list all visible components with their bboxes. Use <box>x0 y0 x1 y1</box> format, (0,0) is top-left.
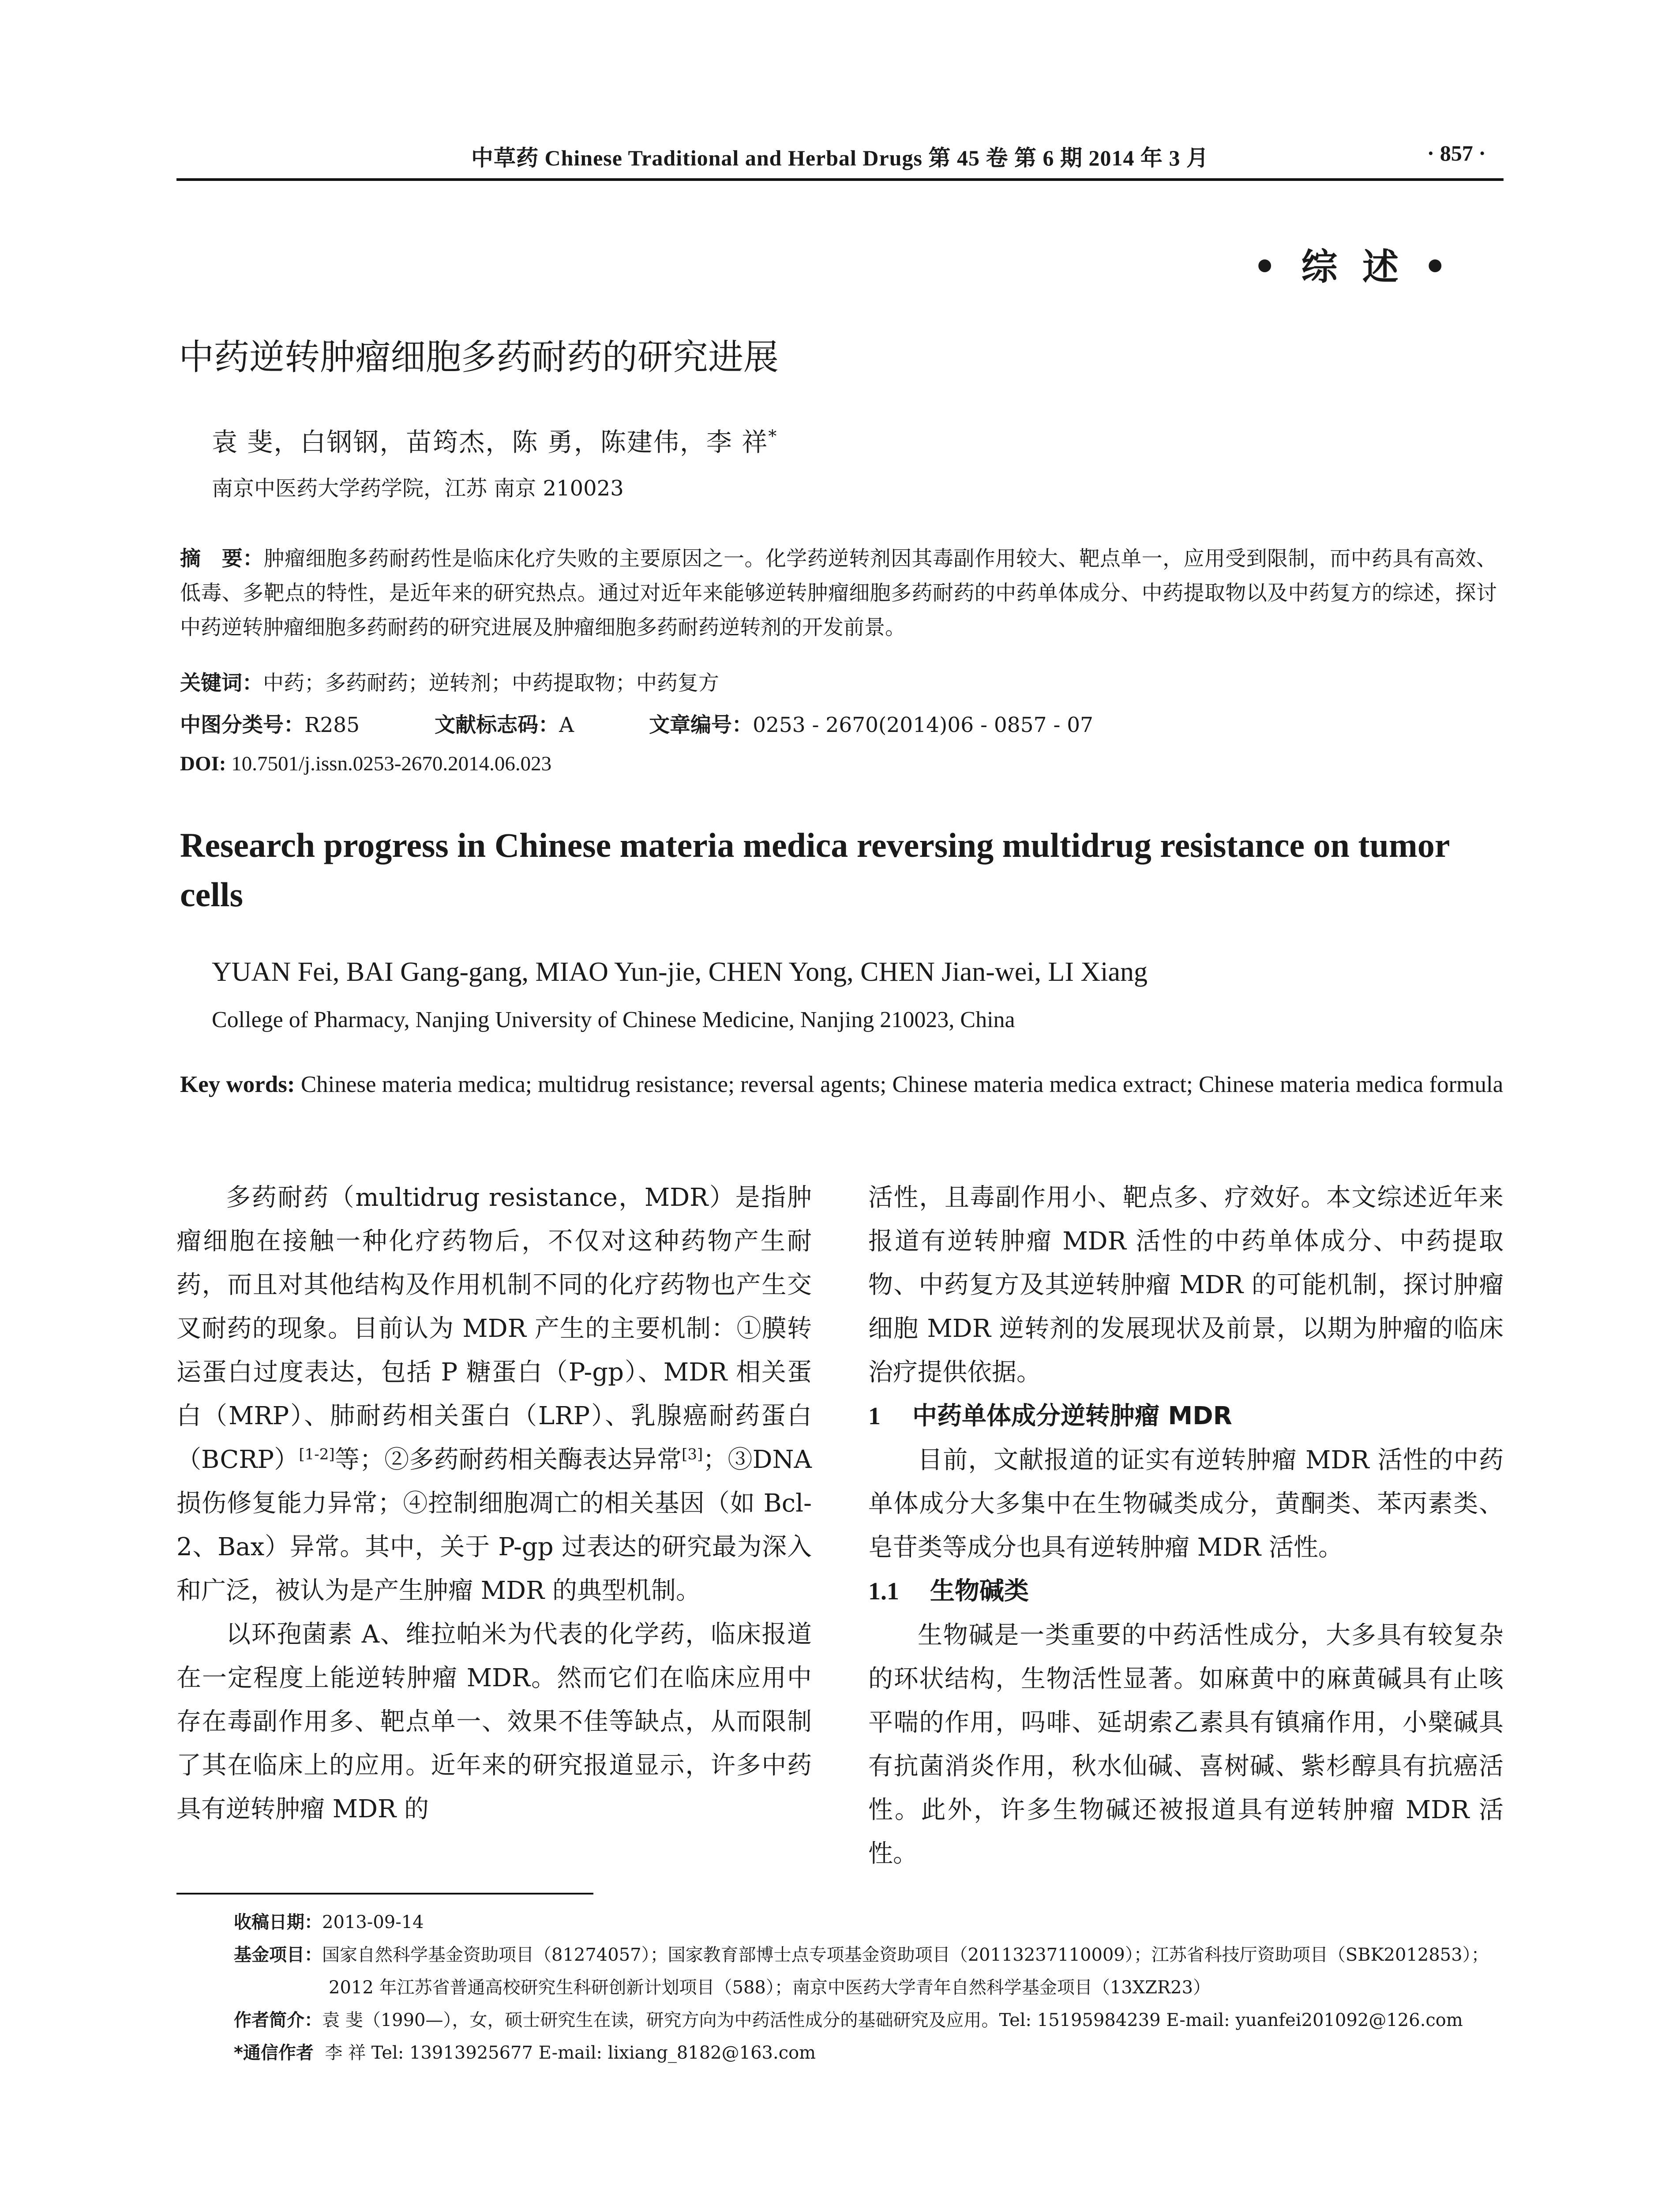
body-column-right <box>868 1176 1504 1876</box>
footnote-funding-cont: 2012 年江苏省普通高校研究生科研创新计划项目（588）；南京中医药大学青年自然科学基金项目（13XZR23） <box>329 1977 1211 1998</box>
footnote-corresponding: *通信作者 李 祥 Tel: 13913925677 E-mail: lixiang_8182@163.com <box>234 2043 816 2063</box>
section-heading-1-1: 1.1 生物碱类 <box>868 1577 1029 1606</box>
authors-chinese <box>212 421 777 458</box>
abstract-chinese <box>180 542 1497 645</box>
abstract-text: 肿瘤细胞多药耐药性是临床化疗失败的主要原因之一。化学药逆转剂因其毒副作用较大、靶点单一，应用受到限制，而中药具有高效、低毒、多靶点的特性，是近年来的研究热点。通过对近年来能够逆转肿瘤细胞多药耐药的中药单体成分、中药提取物以及中药复方的综述，探讨中药逆转肿瘤细胞多药耐药的研究进展及肿瘤细胞多药耐药逆转剂的开发前景。 <box>180 547 1497 640</box>
body-paragraph: 生物碱是一类重要的中药活性成分，大多具有较复杂的环状结构，生物活性显著。如麻黄中的麻黄碱具有止咳平喘的作用，吗啡、延胡索乙素具有镇痛作用，小檗碱具有抗菌消炎作用，秋水仙碱、喜树碱、紫杉醇具有抗癌活性。此外，许多生物碱还被报道具有逆转肿瘤 MDR 活性。 <box>868 1621 1504 1868</box>
keywords-chinese <box>180 666 1497 701</box>
keywords-en-text: Chinese materia medica; multidrug resistance; reversal agents; Chinese materia medica extract; Chinese materia medica formula <box>300 1072 1504 1097</box>
doc-code-label: 文献标志码： <box>435 713 559 737</box>
doi-line <box>180 747 1497 781</box>
title-english: Research progress in Chinese materia medica reversing multidrug resistance on tumor cells <box>180 826 1450 914</box>
footnotes <box>234 1906 1504 2069</box>
affiliation-chinese: 南京中医药大学药学院，江苏 南京 210023 <box>212 476 624 501</box>
doi-label: DOI: <box>180 752 226 775</box>
journal-citation: 中草药 Chinese Traditional and Herbal Drugs 第 45 卷 第 6 期 2014 年 3 月 <box>471 146 1209 170</box>
body-paragraph: 多药耐药（multidrug resistance，MDR）是指肿瘤细胞在接触一种化疗药物后，不仅对这种药物产生耐药，而且对其他结构及作用机制不同的化疗药物也产生交叉耐药的现象。目前认为 MDR 产生的主要机制：①膜转运蛋白过度表达，包括 P 糖蛋白（P-gp）、MDR 相关蛋白（MRP）、肺耐药相关蛋白（LRP）、乳腺癌耐药蛋白（BCRP）[1-2]等；②多药耐药相关酶表达异常[3]；③DNA 损伤修复能力异常；④控制细胞凋亡的相关基因（如 Bcl-2、Bax）异常。其中，关于 P-gp 过表达的研究最为深入和广泛，被认为是产生肿瘤 MDR 的典型机制。 <box>176 1183 812 1605</box>
doc-code-value: A <box>559 713 574 737</box>
citation-ref[interactable]: [1-2] <box>299 1445 335 1463</box>
footnote-author: 作者简介：袁 斐（1990—），女，硕士研究生在读，研究方向为中药活性成分的基础研究及应用。Tel: 15195984239 E-mail: yuanfei201092@126.com <box>234 2010 1463 2030</box>
section-label: • 综 述 • <box>1253 246 1453 288</box>
clc-label: 中图分类号： <box>180 713 304 737</box>
authors-english: YUAN Fei, BAI Gang-gang, MIAO Yun-jie, CHEN Yong, CHEN Jian-wei, LI Xiang <box>212 957 1148 987</box>
author-list: 袁 斐，白钢钢，苗筠杰，陈 勇，陈建伟，李 祥 <box>212 427 769 457</box>
footnote-funding: 基金项目：国家自然科学基金资助项目（81274057）；国家教育部博士点专项基金资助项目（20113237110009）；江苏省科技厅资助项目（SBK2012853）； <box>234 1945 1489 1965</box>
article-number-label: 文章编号： <box>649 713 753 737</box>
body-paragraph: 以环孢菌素 A、维拉帕米为代表的化学药，临床报道在一定程度上能逆转肿瘤 MDR。然而它们在临床应用中存在毒副作用多、靶点单一、效果不佳等缺点，从而限制了其在临床上的应用。近年来的研究报道显示，许多中药具有逆转肿瘤 MDR 的 <box>176 1620 812 1823</box>
title-chinese: 中药逆转肿瘤细胞多药耐药的研究进展 <box>179 337 779 378</box>
keywords-en-label: Key words: <box>180 1072 295 1097</box>
article-number-value: 0253 - 2670(2014)06 - 0857 - 07 <box>753 713 1094 737</box>
classification-line <box>180 708 1497 743</box>
page-number: · 857 · <box>1427 141 1486 165</box>
abstract-label: 摘 要： <box>180 547 264 571</box>
footnote-rule <box>176 1893 593 1895</box>
footnote-received: 收稿日期：2013-09-14 <box>234 1912 424 1932</box>
keywords-label: 关键词： <box>180 671 263 695</box>
section-heading-1: 1 中药单体成分逆转肿瘤 MDR <box>868 1402 1232 1430</box>
corresponding-mark: * <box>768 426 778 446</box>
affiliation-english: College of Pharmacy, Nanjing University of Chinese Medicine, Nanjing 210023, China <box>212 1007 1015 1032</box>
body-column-left <box>176 1176 812 1831</box>
doi-value[interactable]: 10.7501/j.issn.0253-2670.2014.06.023 <box>231 752 552 775</box>
header-rule <box>176 178 1504 181</box>
body-paragraph: 活性，且毒副作用小、靶点多、疗效好。本文综述近年来报道有逆转肿瘤 MDR 活性的中药单体成分、中药提取物、中药复方及其逆转肿瘤 MDR 的可能机制，探讨肿瘤细胞 MDR 逆转剂的发展现状及前景，以期为肿瘤的临床治疗提供依据。 <box>868 1183 1504 1387</box>
keywords-english <box>180 1063 1508 1106</box>
body-paragraph: 目前，文献报道的证实有逆转肿瘤 MDR 活性的中药单体成分大多集中在生物碱类成分，黄酮类、苯丙素类、皂苷类等成分也具有逆转肿瘤 MDR 活性。 <box>868 1446 1504 1562</box>
keywords-text: 中药；多药耐药；逆转剂；中药提取物；中药复方 <box>263 671 719 695</box>
running-header <box>176 140 1504 176</box>
clc-value: R285 <box>304 713 360 737</box>
citation-ref[interactable]: [3] <box>682 1445 703 1463</box>
